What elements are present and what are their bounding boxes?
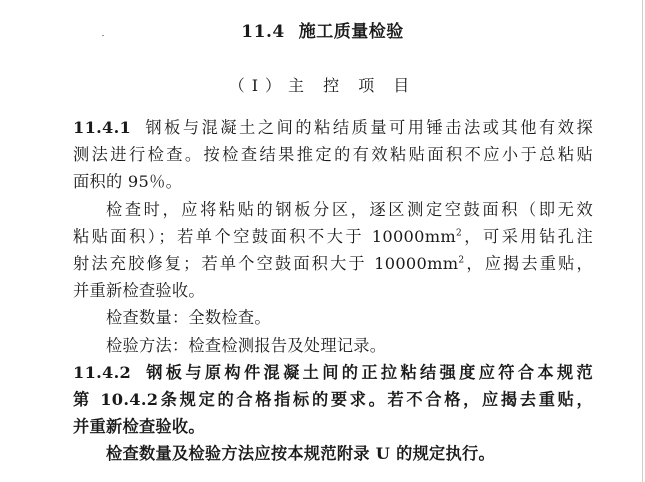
clause-11-4-1-line-3: 面积的 95％。 [73,172,183,192]
text-run: 射法充胶修复；若单个空鼓面积大于 10000mm [73,253,459,273]
clause-number: 11.4.1 [73,118,132,137]
superscript: 2 [456,228,463,239]
clause-11-4-2-line-3: 并重新检查验收。 [73,417,205,437]
subsection-heading: （Ⅰ）主 控 项 目 [228,76,417,95]
superscript: 2 [458,255,465,266]
clause-11-4-1-line-1 [73,114,593,141]
section-title: 施工质量检验 [298,22,404,42]
check-quantity: 检查数量：全数检查。 [106,308,271,328]
section-heading [0,17,645,42]
document-body [73,114,593,467]
clause-number: 11.4.2 [73,362,132,382]
clause-11-4-2-check-note: 检查数量及检验方法应按本规范附录 U 的规定执行。 [106,444,496,464]
clause-11-4-2-line-1 [73,359,593,386]
section-number: 11.4 [241,22,285,42]
text-run: ，应揭去重贴， [464,253,593,273]
clause-11-4-2-line-2: 第 10.4.2条规定的合格指标的要求。若不合格，应揭去重贴， [73,389,593,409]
clause-text: 钢板与混凝土之间的粘结质量可用锤击法或其他有效探 [143,118,593,137]
paragraph-inspection-line-2 [73,223,593,250]
paragraph-inspection-line-4: 并重新检查验收。 [73,281,205,301]
clause-text: 钢板与原构件混凝土间的正拉粘结强度应符合本规范 [143,362,593,382]
clause-11-4-1-line-2: 测法进行检查。按检查结果推定的有效粘贴面积不应小于总粘贴 [73,145,593,165]
text-run: ，可采用钻孔注 [462,226,593,246]
text-run: 粘贴面积）；若单个空鼓面积不大于 10000mm [73,226,457,246]
check-method: 检验方法：检查检测报告及处理记录。 [106,335,387,355]
paragraph-inspection-line-1: 检查时，应将粘贴的钢板分区，逐区测定空鼓面积（即无效 [106,199,593,219]
paragraph-inspection-line-3 [73,250,593,277]
